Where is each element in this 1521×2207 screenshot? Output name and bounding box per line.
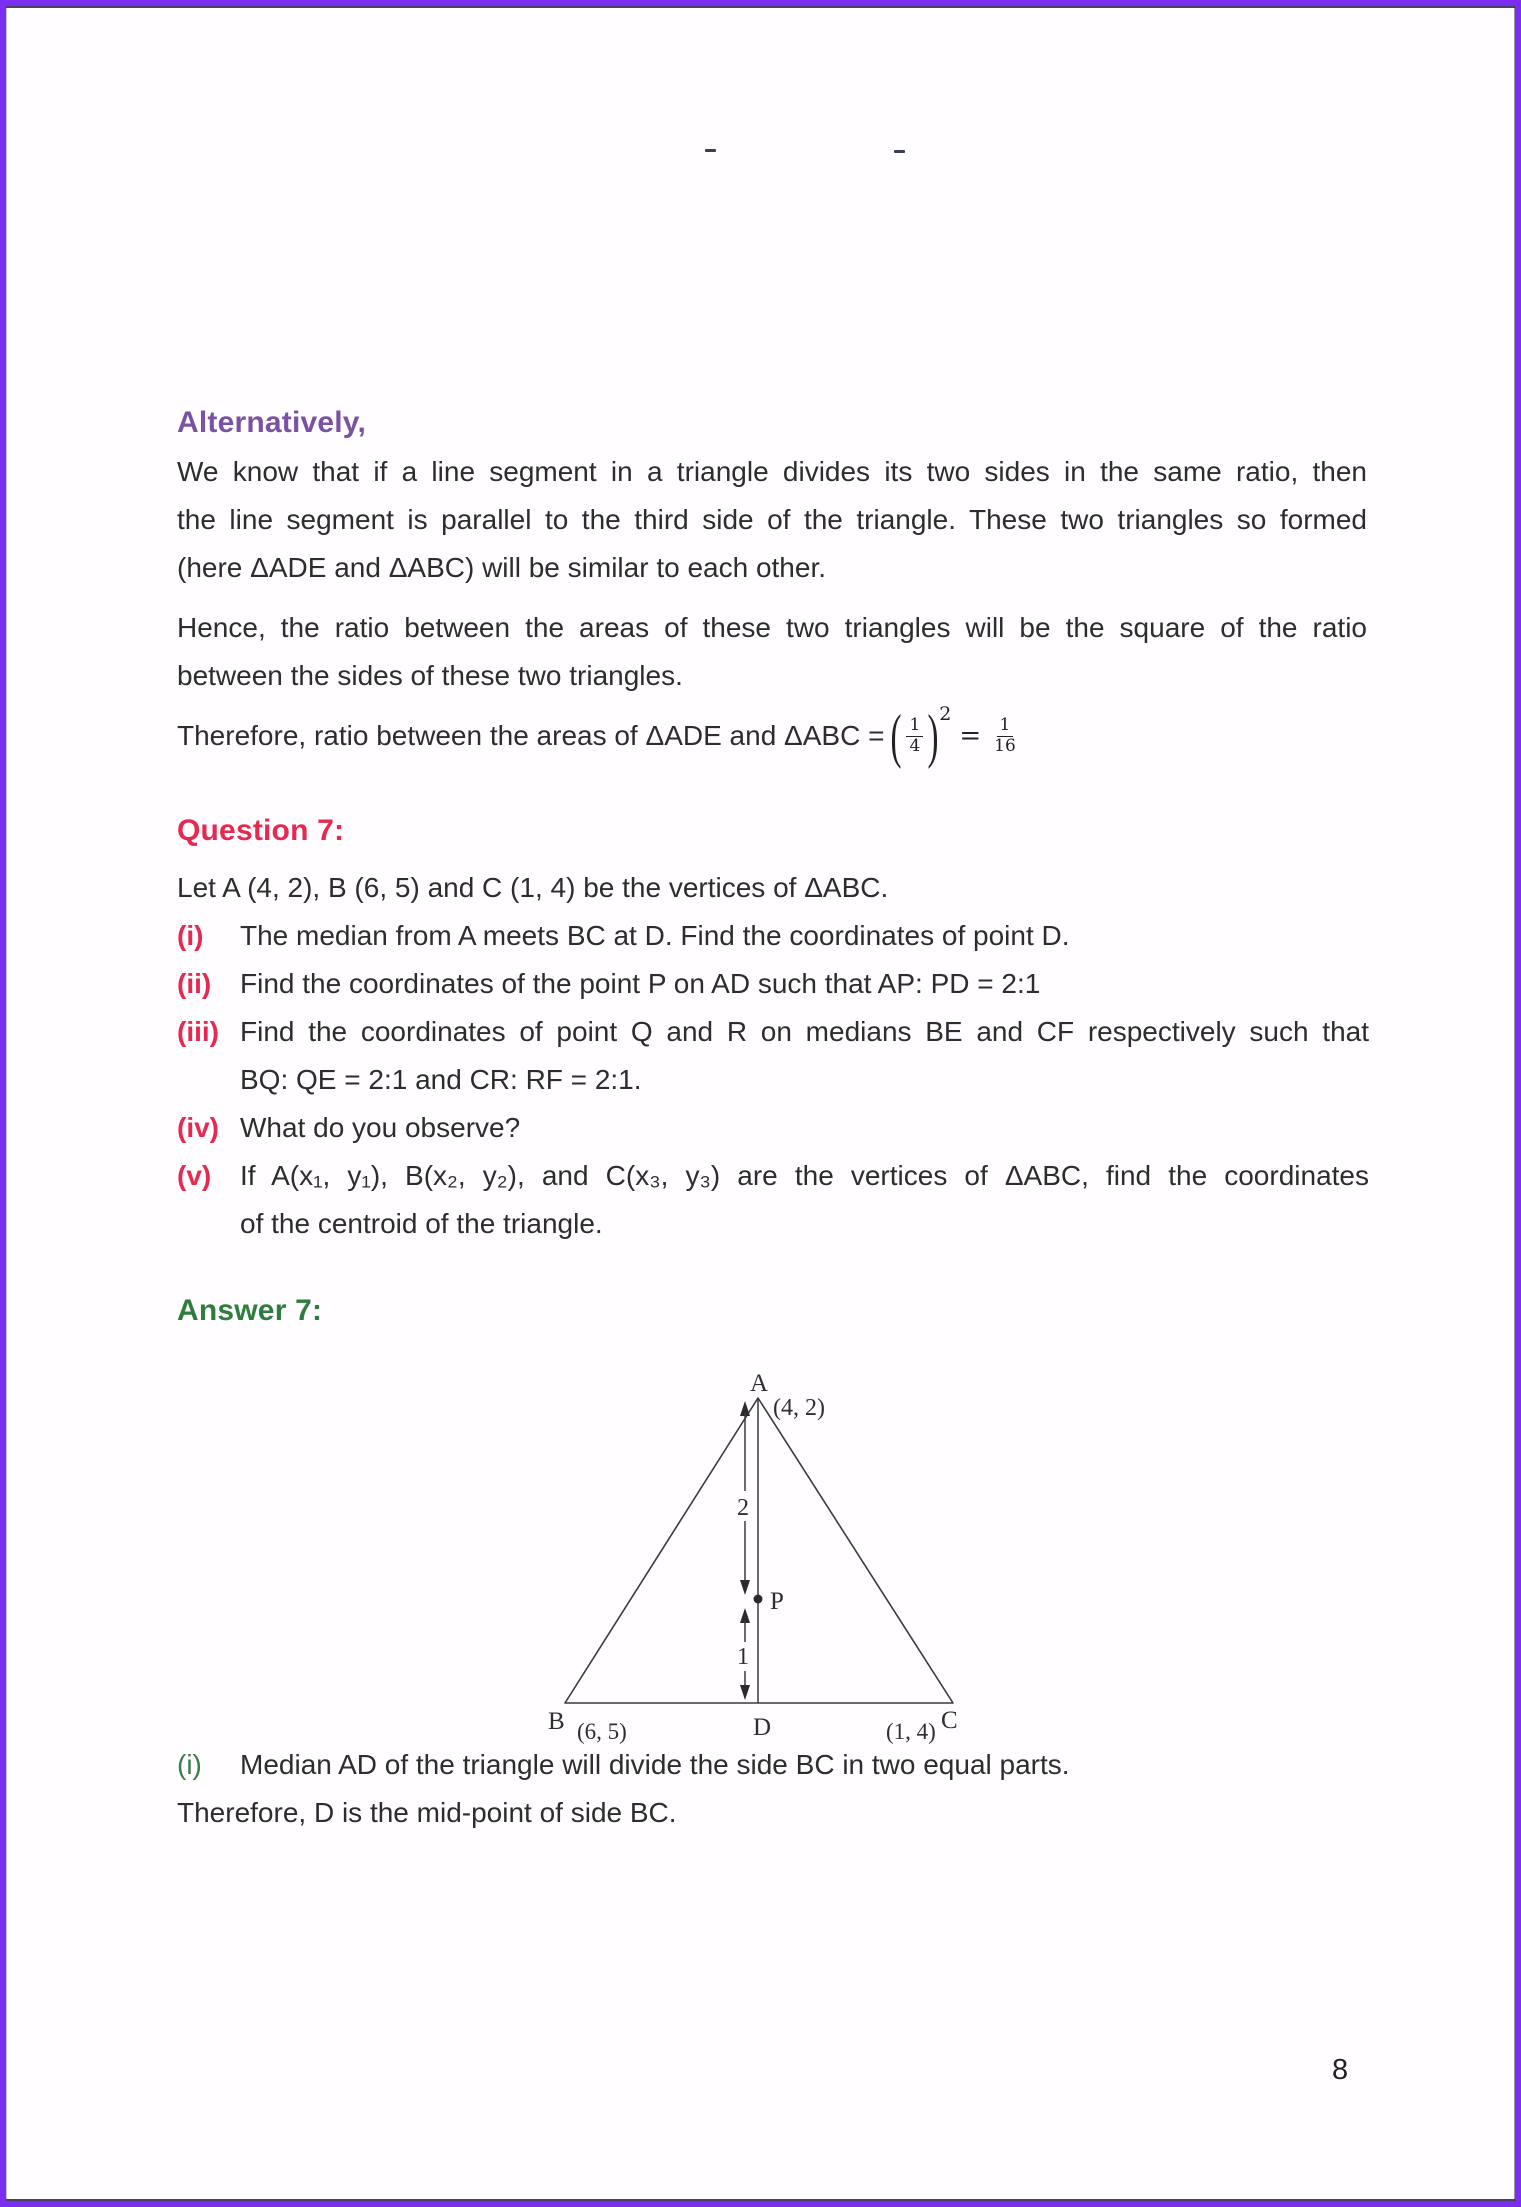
answer-line-2: Therefore, D is the mid-point of side BC. — [177, 1797, 677, 1828]
vertex-a-label: A — [749, 1370, 769, 1397]
dimension-segment-lower — [737, 1608, 750, 1700]
ratio-upper-label: 2 — [737, 1495, 749, 1521]
triangle-median-diagram — [540, 1358, 990, 1758]
vertex-b-label: B — [548, 1708, 565, 1735]
question-item-iii — [177, 1008, 1369, 1104]
question-items — [177, 912, 1369, 1248]
answer-heading: Answer 7: — [177, 1294, 323, 1327]
answer-item-i — [177, 1741, 1369, 1789]
item-marker: (ii) — [177, 968, 212, 999]
formula-exponent: 2 — [939, 703, 952, 725]
item-text: If A(x₁, y₁), B(x₂, y₂), and C(x₃, y₃) are the vertices of ΔABC, find the coordinates — [240, 1160, 1369, 1191]
item-text: The median from A meets BC at D. Find the coordinates of point D. — [240, 920, 1070, 951]
page-number: 8 — [1332, 2054, 1349, 2086]
arrow-down-icon — [740, 1685, 750, 1700]
item-text: Find the coordinates of point Q and R on medians BE and CF respectively such that — [240, 1016, 1369, 1047]
item-text: of the centroid of the triangle. — [240, 1208, 603, 1239]
formula-result-fraction — [991, 716, 1019, 756]
coord-b-label: (6, 5) — [577, 1719, 627, 1744]
arrow-down-icon — [740, 1580, 750, 1595]
faded-header-mark-right — [894, 150, 905, 153]
coord-c-label: (1, 4) — [886, 1719, 936, 1744]
question-heading: Question 7: — [177, 814, 345, 847]
item-marker: (iv) — [177, 1112, 219, 1143]
paragraph-line: between the sides of these two triangles. — [177, 660, 683, 691]
paragraph-line: Hence, the ratio between the areas of these two triangles will be the square of the ratio — [177, 612, 1367, 643]
question-item-v — [177, 1152, 1369, 1248]
triangle-outline — [565, 1398, 953, 1703]
faded-header-mark-left — [705, 149, 716, 152]
formula-prefix: Therefore, ratio between the areas of ΔADE and ΔABC = — [177, 720, 885, 751]
item-text: BQ: QE = 2:1 and CR: RF = 2:1. — [240, 1064, 642, 1095]
item-marker: (i) — [177, 920, 204, 951]
item-marker: (iii) — [177, 1016, 219, 1047]
formula-equals: = — [959, 721, 982, 751]
question-item-iv — [177, 1104, 1369, 1152]
item-marker: (v) — [177, 1160, 212, 1191]
alternatively-paragraph-2 — [177, 604, 1367, 700]
coord-a-label: (4, 2) — [773, 1395, 825, 1421]
point-p-dot — [754, 1595, 763, 1604]
question-item-i — [177, 912, 1369, 960]
fraction-numerator: 1 — [906, 716, 923, 737]
item-marker: (i) — [177, 1749, 202, 1780]
formula-open-paren: ( — [890, 703, 902, 769]
point-p-label: P — [770, 1588, 784, 1615]
fraction-numerator: 1 — [997, 716, 1014, 737]
fraction-denominator: 16 — [994, 735, 1016, 756]
alternatively-paragraph-1 — [177, 448, 1367, 592]
question-item-ii — [177, 960, 1369, 1008]
paragraph-line: the line segment is parallel to the third side of the triangle. These two triangles so formed — [177, 504, 1367, 535]
formula-base-fraction — [906, 716, 923, 756]
paragraph-line: (here ΔADE and ΔABC) will be similar to each other. — [177, 552, 827, 583]
item-text: What do you observe? — [240, 1112, 521, 1143]
alternatively-heading: Alternatively, — [177, 406, 366, 439]
item-text: Find the coordinates of the point P on AD such that AP: PD = 2:1 — [240, 968, 1041, 999]
ratio-lower-label: 1 — [737, 1644, 749, 1670]
vertex-c-label: C — [941, 1707, 958, 1734]
point-d-label: D — [752, 1714, 772, 1741]
item-text: Median AD of the triangle will divide the side BC in two equal parts. — [240, 1749, 1070, 1780]
area-ratio-formula — [177, 698, 1019, 774]
dimension-segment-upper — [737, 1401, 750, 1595]
formula-close-paren: ) — [927, 703, 939, 769]
fraction-denominator: 4 — [909, 735, 921, 756]
question-intro: Let A (4, 2), B (6, 5) and C (1, 4) be the vertices of ΔABC. — [177, 872, 889, 903]
paragraph-line: We know that if a line segment in a triangle divides its two sides in the same ratio, then — [177, 456, 1367, 487]
